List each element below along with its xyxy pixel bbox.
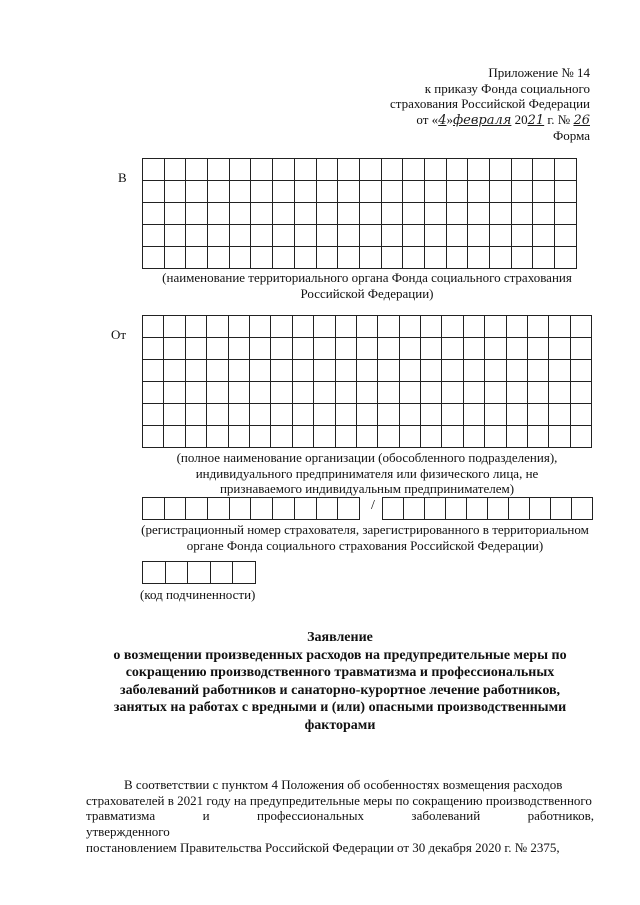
input-cell[interactable] xyxy=(186,225,208,247)
input-cell[interactable] xyxy=(400,426,421,448)
input-cell[interactable] xyxy=(314,382,335,404)
input-cell[interactable] xyxy=(230,498,252,520)
input-cell[interactable] xyxy=(336,426,357,448)
input-cell[interactable] xyxy=(164,404,185,426)
input-cell[interactable] xyxy=(250,404,271,426)
order-date-line: от «4»февраля 2021 г. № 26 xyxy=(416,111,590,128)
input-cell[interactable] xyxy=(251,159,273,181)
input-cell[interactable] xyxy=(555,203,577,225)
reg-number-separator: / xyxy=(371,498,375,513)
input-cell[interactable] xyxy=(533,203,555,225)
input-cell[interactable] xyxy=(250,382,271,404)
input-cell[interactable] xyxy=(186,498,208,520)
input-cell[interactable] xyxy=(488,498,509,520)
input-cell[interactable] xyxy=(207,382,228,404)
input-cell[interactable] xyxy=(336,316,357,338)
input-cell[interactable] xyxy=(468,203,490,225)
input-cell[interactable] xyxy=(404,498,425,520)
input-cell[interactable] xyxy=(165,225,187,247)
input-cell[interactable] xyxy=(551,498,572,520)
input-cell[interactable] xyxy=(186,382,207,404)
input-cell[interactable] xyxy=(382,159,404,181)
input-cell[interactable] xyxy=(251,203,273,225)
input-cell[interactable] xyxy=(403,203,425,225)
input-cell[interactable] xyxy=(273,247,295,269)
from-caption: (полное наименование организации (обособленного подразделения), индивидуального предпринимателя или физического лица, не признаваемого индивидуальным предпринимателем) xyxy=(176,450,558,496)
handwritten-order-number: 26 xyxy=(573,112,590,128)
input-cell[interactable] xyxy=(378,360,399,382)
input-cell[interactable] xyxy=(383,498,404,520)
input-cell[interactable] xyxy=(555,225,577,247)
input-cell[interactable] xyxy=(464,316,485,338)
input-cell[interactable] xyxy=(360,181,382,203)
input-cell[interactable] xyxy=(336,360,357,382)
body-paragraph-line: страхователей в 2021 году на предупредительные меры по сокращению производственного xyxy=(86,792,592,808)
handwritten-month: февраля xyxy=(452,112,512,128)
input-cell[interactable] xyxy=(490,159,512,181)
input-cell[interactable] xyxy=(571,404,592,426)
input-cell[interactable] xyxy=(233,562,256,584)
input-cell[interactable] xyxy=(357,316,378,338)
input-cell[interactable] xyxy=(447,247,469,269)
handwritten-day: 4 xyxy=(438,112,447,128)
input-cell[interactable] xyxy=(143,159,165,181)
input-cell[interactable] xyxy=(425,247,447,269)
input-cell[interactable] xyxy=(314,316,335,338)
input-cell[interactable] xyxy=(512,225,534,247)
input-cell[interactable] xyxy=(400,360,421,382)
input-cell[interactable] xyxy=(229,338,250,360)
input-cell[interactable] xyxy=(293,404,314,426)
input-cell[interactable] xyxy=(165,181,187,203)
input-cell[interactable] xyxy=(528,316,549,338)
input-cell[interactable] xyxy=(442,426,463,448)
appendix-number: Приложение № 14 xyxy=(488,65,590,80)
input-cell[interactable] xyxy=(490,181,512,203)
input-cell[interactable] xyxy=(317,181,339,203)
input-cell[interactable] xyxy=(421,382,442,404)
input-cell[interactable] xyxy=(143,404,164,426)
input-cell[interactable] xyxy=(360,159,382,181)
input-cell[interactable] xyxy=(186,203,208,225)
input-cell[interactable] xyxy=(549,316,570,338)
input-cell[interactable] xyxy=(293,382,314,404)
input-cell[interactable] xyxy=(533,159,555,181)
reg-number-caption: (регистрационный номер страхователя, зарегистрированного в территориальном органе Фонда социального страхования Российской Федерации) xyxy=(141,522,589,553)
input-cell[interactable] xyxy=(273,225,295,247)
input-cell[interactable] xyxy=(447,203,469,225)
input-cell[interactable] xyxy=(251,498,273,520)
input-cell[interactable] xyxy=(186,316,207,338)
input-cell[interactable] xyxy=(207,316,228,338)
input-cell[interactable] xyxy=(425,181,447,203)
input-cell[interactable] xyxy=(549,382,570,404)
input-cell[interactable] xyxy=(317,159,339,181)
input-cell[interactable] xyxy=(164,316,185,338)
input-cell[interactable] xyxy=(188,562,211,584)
from-grid[interactable] xyxy=(142,315,592,448)
input-cell[interactable] xyxy=(442,316,463,338)
input-cell[interactable] xyxy=(490,247,512,269)
input-cell[interactable] xyxy=(164,338,185,360)
order-issuer: страхования Российской Федерации xyxy=(390,96,590,111)
input-cell[interactable] xyxy=(250,316,271,338)
input-cell[interactable] xyxy=(208,181,230,203)
input-cell[interactable] xyxy=(314,404,335,426)
input-cell[interactable] xyxy=(251,225,273,247)
input-cell[interactable] xyxy=(425,203,447,225)
statement-title: Заявление о возмещении произведенных расходов на предупредительные меры по сокращению производственного травматизма и профессиональных заболеваний работников и санаторно-курортное лечение работников, занятых на работах с вредными и (или) опасными производственными факторами xyxy=(70,629,610,734)
input-cell[interactable] xyxy=(382,181,404,203)
input-cell[interactable] xyxy=(485,338,506,360)
input-cell[interactable] xyxy=(207,360,228,382)
input-cell[interactable] xyxy=(338,159,360,181)
input-cell[interactable] xyxy=(485,316,506,338)
input-cell[interactable] xyxy=(530,498,551,520)
input-cell[interactable] xyxy=(186,360,207,382)
input-cell[interactable] xyxy=(295,203,317,225)
input-cell[interactable] xyxy=(165,203,187,225)
input-cell[interactable] xyxy=(528,426,549,448)
input-cell[interactable] xyxy=(528,338,549,360)
input-cell[interactable] xyxy=(208,498,230,520)
input-cell[interactable] xyxy=(293,316,314,338)
input-cell[interactable] xyxy=(571,360,592,382)
input-cell[interactable] xyxy=(549,338,570,360)
input-cell[interactable] xyxy=(442,404,463,426)
input-cell[interactable] xyxy=(336,338,357,360)
input-cell[interactable] xyxy=(336,382,357,404)
input-cell[interactable] xyxy=(360,225,382,247)
input-cell[interactable] xyxy=(314,360,335,382)
input-cell[interactable] xyxy=(533,181,555,203)
input-cell[interactable] xyxy=(357,338,378,360)
input-cell[interactable] xyxy=(357,382,378,404)
input-cell[interactable] xyxy=(549,426,570,448)
input-cell[interactable] xyxy=(314,338,335,360)
input-cell[interactable] xyxy=(165,498,187,520)
input-cell[interactable] xyxy=(400,316,421,338)
body-paragraph-line: травматизма и профессиональных заболеваний работников, утвержденного xyxy=(86,808,594,840)
input-cell[interactable] xyxy=(250,338,271,360)
input-cell[interactable] xyxy=(467,498,488,520)
input-cell[interactable] xyxy=(549,360,570,382)
input-cell[interactable] xyxy=(571,382,592,404)
input-cell[interactable] xyxy=(425,498,446,520)
input-cell[interactable] xyxy=(512,203,534,225)
input-cell[interactable] xyxy=(143,225,165,247)
input-cell[interactable] xyxy=(378,426,399,448)
input-cell[interactable] xyxy=(251,181,273,203)
input-cell[interactable] xyxy=(447,159,469,181)
input-cell[interactable] xyxy=(400,338,421,360)
input-cell[interactable] xyxy=(295,225,317,247)
input-cell[interactable] xyxy=(295,181,317,203)
input-cell[interactable] xyxy=(293,360,314,382)
input-cell[interactable] xyxy=(229,404,250,426)
input-cell[interactable] xyxy=(207,338,228,360)
input-cell[interactable] xyxy=(421,316,442,338)
input-cell[interactable] xyxy=(571,316,592,338)
input-cell[interactable] xyxy=(273,498,295,520)
handwritten-year: 21 xyxy=(527,112,545,128)
input-cell[interactable] xyxy=(336,404,357,426)
input-cell[interactable] xyxy=(528,404,549,426)
input-cell[interactable] xyxy=(447,181,469,203)
input-cell[interactable] xyxy=(442,360,463,382)
input-cell[interactable] xyxy=(512,159,534,181)
input-cell[interactable] xyxy=(528,382,549,404)
input-cell[interactable] xyxy=(447,225,469,247)
input-cell[interactable] xyxy=(186,426,207,448)
input-cell[interactable] xyxy=(273,181,295,203)
input-cell[interactable] xyxy=(273,159,295,181)
statement-heading: Заявление xyxy=(307,630,373,645)
input-cell[interactable] xyxy=(382,247,404,269)
input-cell[interactable] xyxy=(338,247,360,269)
input-cell[interactable] xyxy=(485,382,506,404)
input-cell[interactable] xyxy=(208,247,230,269)
input-cell[interactable] xyxy=(378,404,399,426)
input-cell[interactable] xyxy=(271,338,292,360)
input-cell[interactable] xyxy=(421,404,442,426)
input-cell[interactable] xyxy=(143,247,165,269)
input-cell[interactable] xyxy=(143,181,165,203)
input-cell[interactable] xyxy=(229,360,250,382)
input-cell[interactable] xyxy=(338,203,360,225)
input-cell[interactable] xyxy=(468,225,490,247)
input-cell[interactable] xyxy=(230,225,252,247)
input-cell[interactable] xyxy=(485,404,506,426)
input-cell[interactable] xyxy=(571,426,592,448)
input-cell[interactable] xyxy=(164,360,185,382)
input-cell[interactable] xyxy=(464,426,485,448)
statement-body xyxy=(86,777,594,856)
input-cell[interactable] xyxy=(186,181,208,203)
input-cell[interactable] xyxy=(446,498,467,520)
input-cell[interactable] xyxy=(403,181,425,203)
input-cell[interactable] xyxy=(507,338,528,360)
input-cell[interactable] xyxy=(230,247,252,269)
input-cell[interactable] xyxy=(317,498,339,520)
input-cell[interactable] xyxy=(549,404,570,426)
input-cell[interactable] xyxy=(490,203,512,225)
input-cell[interactable] xyxy=(403,225,425,247)
input-cell[interactable] xyxy=(421,426,442,448)
input-cell[interactable] xyxy=(251,247,273,269)
input-cell[interactable] xyxy=(230,203,252,225)
input-cell[interactable] xyxy=(211,562,234,584)
input-cell[interactable] xyxy=(533,225,555,247)
input-cell[interactable] xyxy=(378,338,399,360)
input-cell[interactable] xyxy=(360,247,382,269)
input-cell[interactable] xyxy=(295,247,317,269)
input-cell[interactable] xyxy=(207,426,228,448)
input-cell[interactable] xyxy=(165,247,187,269)
input-cell[interactable] xyxy=(507,404,528,426)
input-cell[interactable] xyxy=(229,316,250,338)
input-cell[interactable] xyxy=(295,498,317,520)
input-cell[interactable] xyxy=(230,159,252,181)
input-cell[interactable] xyxy=(271,382,292,404)
form-label: Форма xyxy=(553,128,590,143)
subordination-caption: (код подчиненности) xyxy=(140,587,256,602)
input-cell[interactable] xyxy=(208,225,230,247)
input-cell[interactable] xyxy=(360,203,382,225)
input-cell[interactable] xyxy=(186,338,207,360)
input-cell[interactable] xyxy=(507,360,528,382)
order-reference: к приказу Фонда социального xyxy=(424,80,590,96)
input-cell[interactable] xyxy=(207,404,228,426)
input-cell[interactable] xyxy=(464,382,485,404)
input-cell[interactable] xyxy=(317,225,339,247)
input-cell[interactable] xyxy=(421,338,442,360)
input-cell[interactable] xyxy=(293,338,314,360)
input-cell[interactable] xyxy=(464,360,485,382)
input-cell[interactable] xyxy=(555,181,577,203)
subordination-code-grid[interactable] xyxy=(142,561,256,584)
to-label: В xyxy=(118,170,127,185)
input-cell[interactable] xyxy=(357,360,378,382)
input-cell[interactable] xyxy=(317,203,339,225)
input-cell[interactable] xyxy=(338,181,360,203)
input-cell[interactable] xyxy=(403,159,425,181)
input-cell[interactable] xyxy=(555,247,577,269)
body-paragraph-line: В соответствии с пунктом 4 Положения об особенностях возмещения расходов xyxy=(124,777,563,792)
input-cell[interactable] xyxy=(512,247,534,269)
input-cell[interactable] xyxy=(468,159,490,181)
input-cell[interactable] xyxy=(186,159,208,181)
input-cell[interactable] xyxy=(468,247,490,269)
input-cell[interactable] xyxy=(271,360,292,382)
input-cell[interactable] xyxy=(378,382,399,404)
input-cell[interactable] xyxy=(250,426,271,448)
reg-number-grid-right[interactable] xyxy=(382,497,593,520)
input-cell[interactable] xyxy=(164,426,185,448)
reg-number-grid-left[interactable] xyxy=(142,497,360,520)
input-cell[interactable] xyxy=(271,426,292,448)
input-cell[interactable] xyxy=(229,426,250,448)
input-cell[interactable] xyxy=(533,247,555,269)
input-cell[interactable] xyxy=(464,338,485,360)
input-cell[interactable] xyxy=(357,426,378,448)
input-cell[interactable] xyxy=(512,181,534,203)
input-cell[interactable] xyxy=(555,159,577,181)
input-cell[interactable] xyxy=(208,159,230,181)
input-cell[interactable] xyxy=(314,426,335,448)
input-cell[interactable] xyxy=(165,159,187,181)
input-cell[interactable] xyxy=(143,562,166,584)
order-header xyxy=(390,65,590,144)
input-cell[interactable] xyxy=(403,247,425,269)
input-cell[interactable] xyxy=(421,360,442,382)
input-cell[interactable] xyxy=(400,404,421,426)
input-cell[interactable] xyxy=(485,360,506,382)
input-cell[interactable] xyxy=(571,338,592,360)
input-cell[interactable] xyxy=(293,426,314,448)
input-cell[interactable] xyxy=(400,382,421,404)
input-cell[interactable] xyxy=(143,382,164,404)
input-cell[interactable] xyxy=(425,225,447,247)
input-cell[interactable] xyxy=(442,382,463,404)
input-cell[interactable] xyxy=(166,562,189,584)
input-cell[interactable] xyxy=(507,426,528,448)
input-cell[interactable] xyxy=(528,360,549,382)
input-cell[interactable] xyxy=(382,203,404,225)
input-cell[interactable] xyxy=(273,203,295,225)
input-cell[interactable] xyxy=(338,498,360,520)
input-cell[interactable] xyxy=(186,247,208,269)
input-cell[interactable] xyxy=(143,360,164,382)
from-label: От xyxy=(111,327,127,342)
body-paragraph-line: постановлением Правительства Российской Федерации от 30 декабря 2020 г. № 2375, xyxy=(86,839,560,855)
input-cell[interactable] xyxy=(271,404,292,426)
input-cell[interactable] xyxy=(572,498,593,520)
input-cell[interactable] xyxy=(382,225,404,247)
input-cell[interactable] xyxy=(186,404,207,426)
input-cell[interactable] xyxy=(230,181,252,203)
to-caption: (наименование территориального органа Фонда социального страхования Российской Федерации) xyxy=(162,270,572,301)
input-cell[interactable] xyxy=(250,360,271,382)
input-cell[interactable] xyxy=(143,338,164,360)
input-cell[interactable] xyxy=(143,426,164,448)
input-cell[interactable] xyxy=(509,498,530,520)
input-cell[interactable] xyxy=(208,203,230,225)
input-cell[interactable] xyxy=(295,159,317,181)
input-cell[interactable] xyxy=(143,316,164,338)
input-cell[interactable] xyxy=(357,404,378,426)
input-cell[interactable] xyxy=(485,426,506,448)
to-grid[interactable] xyxy=(142,158,577,269)
input-cell[interactable] xyxy=(317,247,339,269)
input-cell[interactable] xyxy=(442,338,463,360)
input-cell[interactable] xyxy=(143,498,165,520)
input-cell[interactable] xyxy=(271,316,292,338)
input-cell[interactable] xyxy=(425,159,447,181)
input-cell[interactable] xyxy=(164,382,185,404)
input-cell[interactable] xyxy=(490,225,512,247)
input-cell[interactable] xyxy=(378,316,399,338)
input-cell[interactable] xyxy=(338,225,360,247)
input-cell[interactable] xyxy=(143,203,165,225)
input-cell[interactable] xyxy=(507,382,528,404)
input-cell[interactable] xyxy=(229,382,250,404)
input-cell[interactable] xyxy=(507,316,528,338)
input-cell[interactable] xyxy=(464,404,485,426)
input-cell[interactable] xyxy=(468,181,490,203)
